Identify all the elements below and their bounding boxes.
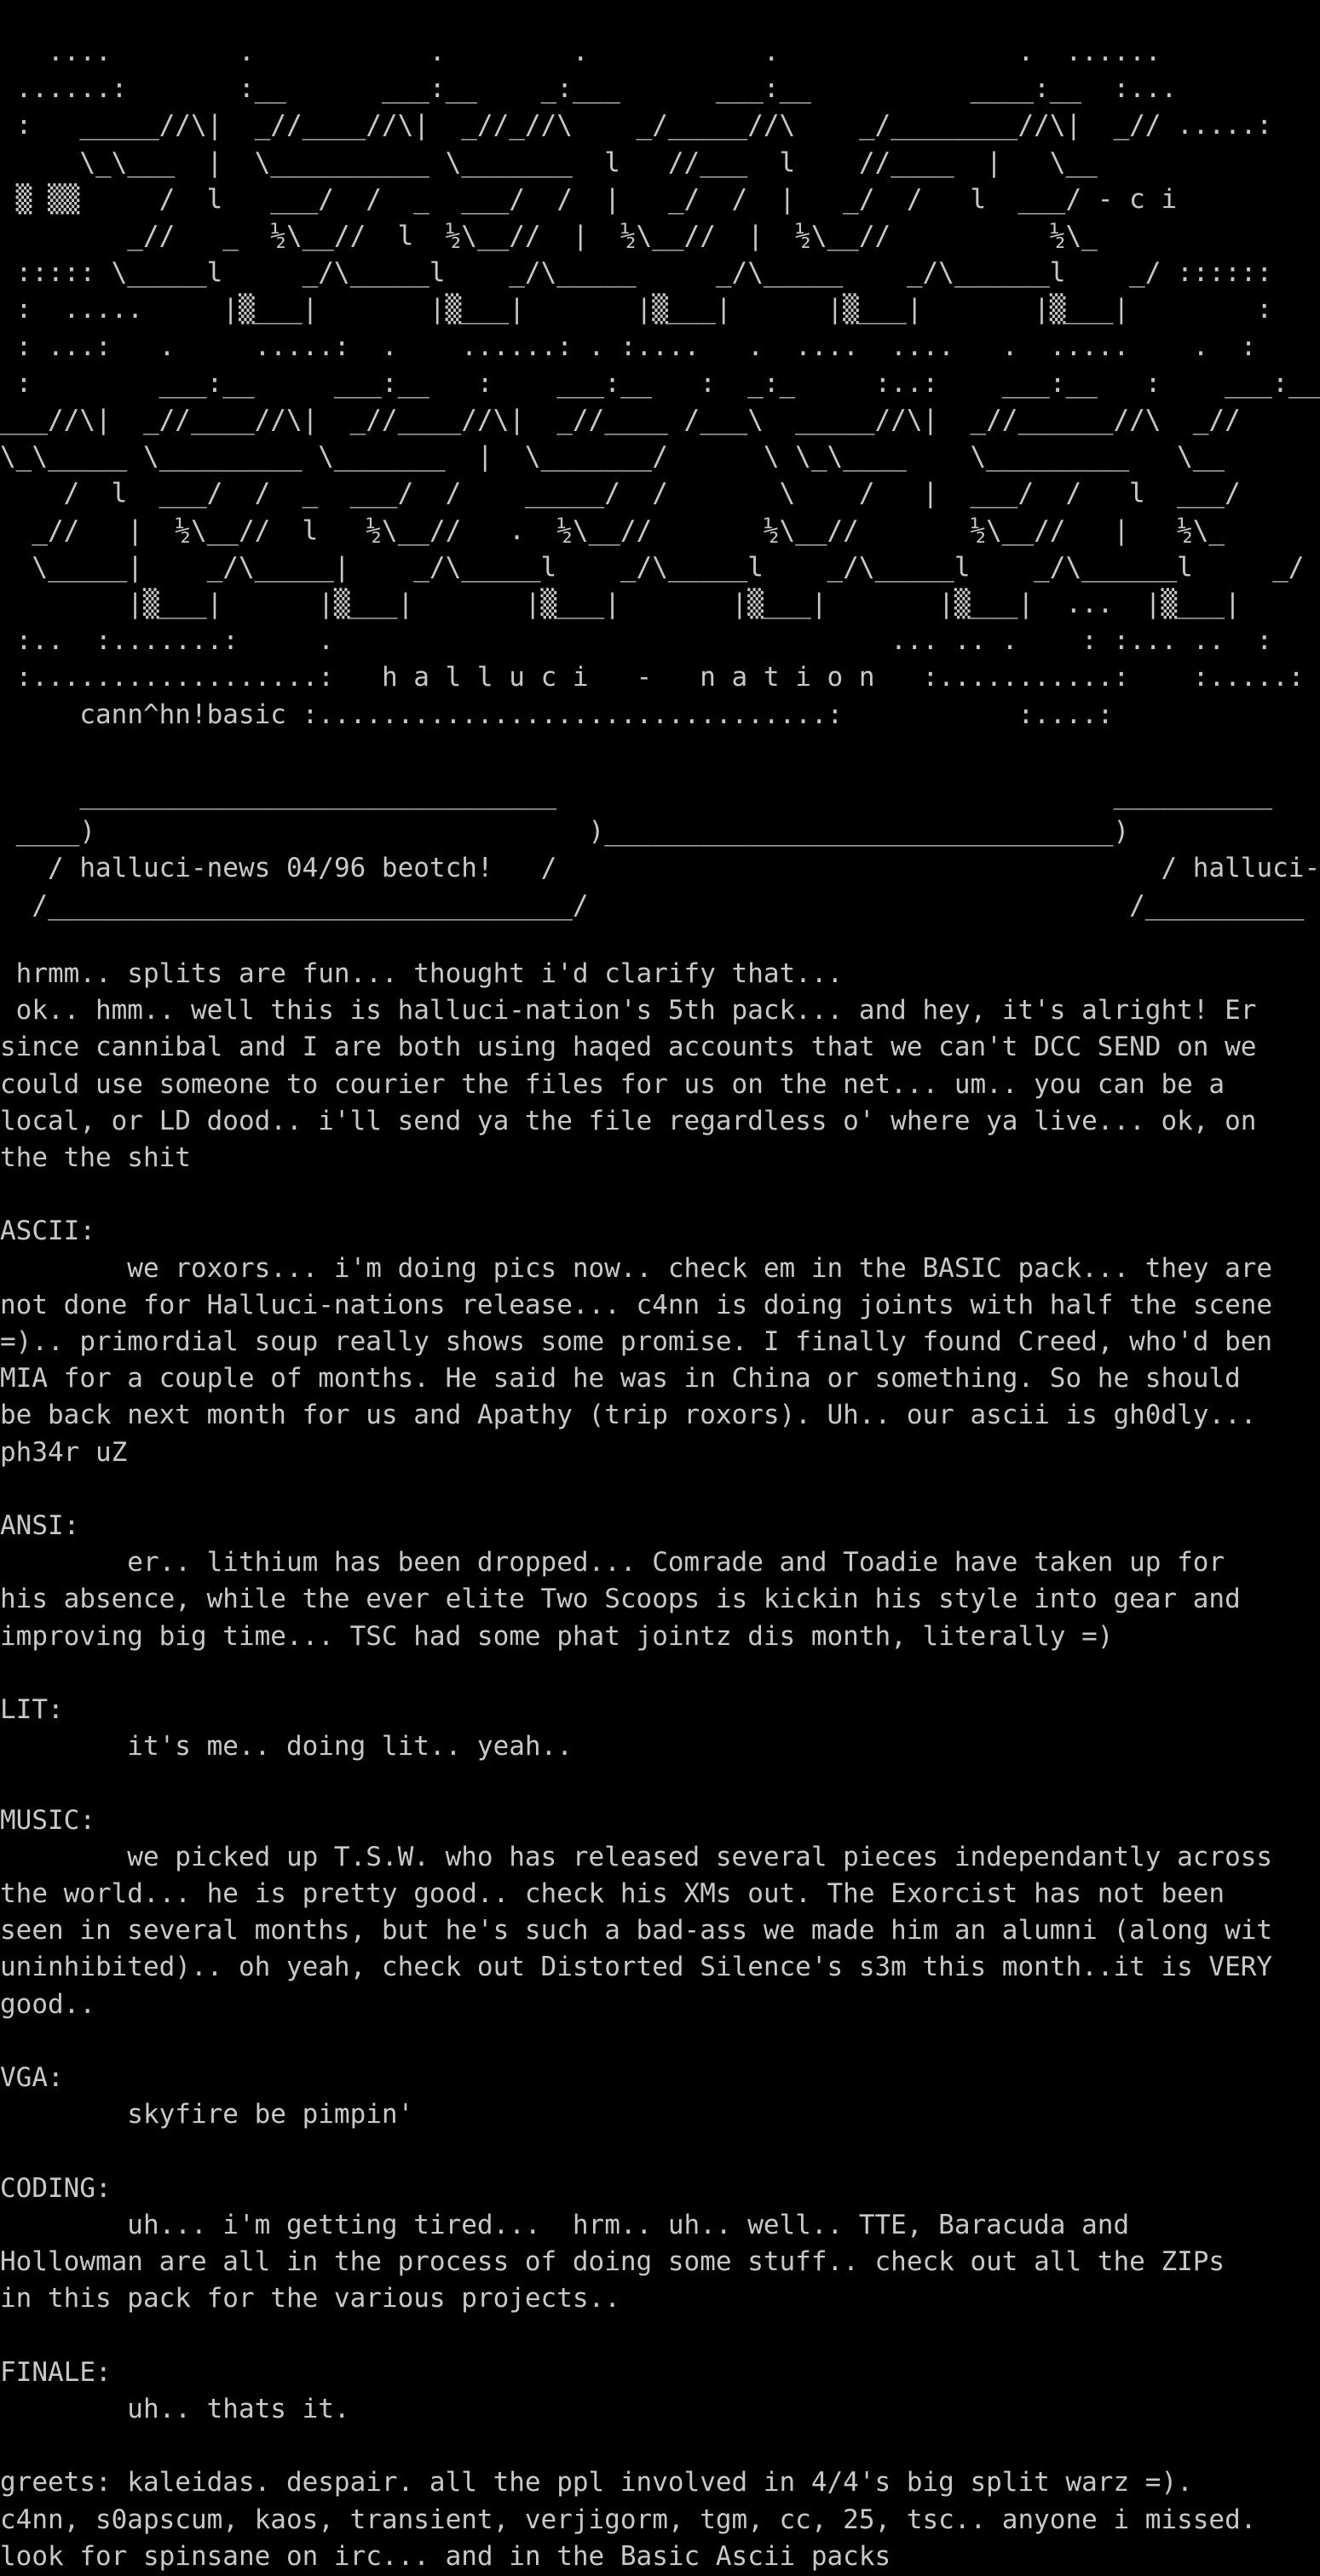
section-line: uh... i'm getting tired... hrm.. uh.. well.. TTE, Baracuda and xyxy=(0,2209,1130,2240)
banner-line: ____) )________________________________) xyxy=(0,816,1130,848)
ascii-art-line: ___//\| _//____//\| _//____//\| _//____ /___\ _____//\| _//______//\ _// xyxy=(0,405,1241,436)
section-line: uninhibited).. oh yeah, check out Distorted Silence's s3m this month..it is VERY xyxy=(0,1952,1273,1983)
section-line: MIA for a couple of months. He said he was in China or something. So he should xyxy=(0,1363,1241,1394)
section-heading-ansi: ANSI: xyxy=(0,1510,80,1542)
section-line: uh.. thats it. xyxy=(0,2393,350,2424)
ascii-art-line: :...........: :.....: xyxy=(874,662,1305,693)
section-line: skyfire be pimpin' xyxy=(0,2099,414,2130)
banner-line: / / xyxy=(493,853,1193,884)
section-line: not done for Halluci-nations release... c4nn is doing joints with half the scene xyxy=(0,1289,1273,1320)
artist-signature: - c i xyxy=(1097,183,1178,215)
section-line: seen in several months, but he's such a bad-ass we made him an alumni (along wit xyxy=(0,1915,1273,1946)
section-line: be back next month for us and Apathy (trip roxors). Uh.. our ascii is gh0dly... xyxy=(0,1400,1257,1431)
section-line: it's me.. doing lit.. yeah.. xyxy=(0,1731,573,1762)
section-heading-music: MUSIC: xyxy=(0,1804,95,1836)
section-line: good.. xyxy=(0,1988,95,2020)
ascii-art-line: _// _ ½\__// l ½\__// | ½\__// | ½\__// ½\_ xyxy=(0,221,1098,252)
ascii-art-line: : ___:__ ___:__ : ___:__ : _:_ :..: ___:__ : ___:__ xyxy=(0,367,1320,399)
section-line: his absence, while the ever elite Two Scoops is kickin his style into gear and xyxy=(0,1584,1241,1615)
ascii-art-line: |▒___| |▒___| |▒___| |▒___| |▒___| ... |▒___| xyxy=(0,589,1241,620)
news-banner xyxy=(0,777,1320,922)
ascii-art-line: : ...: . .....: . ......: . :.... . .... .... . ..... . : xyxy=(0,331,1257,362)
banner-title: halluci-news 04/96 beotch! xyxy=(79,853,493,884)
greets-line: greets: kaleidas. despair. all the ppl involved in 4/4's big split warz =). xyxy=(0,2467,1193,2498)
section-line: er.. lithium has been dropped... Comrade and Toadie have taken up for xyxy=(0,1547,1225,1578)
ascii-art-line: _// | ½\__// l ½\__// . ½\__// ½\__// ½\__// | ½\_ xyxy=(0,515,1225,546)
ascii-art-line: / l ___/ / _ ___/ / _____/ / \ / | ___/ / l ___/ xyxy=(0,478,1241,509)
ascii-art-line: \_____| _/\_____| _/\_____l _/\_____l _/\_____l _/\______l _/ xyxy=(0,551,1305,583)
ascii-art-line: : ..... |▒___| |▒___| |▒___| |▒___| |▒___| : xyxy=(0,294,1273,325)
ascii-art-line: : _____//\| _//____//\| _//_//\ _/_____//\ _/________//\| _// .....: xyxy=(0,110,1273,141)
ascii-art-line: ......: :__ ___:__ _:___ ___:__ ____:__ :... xyxy=(0,73,1178,105)
section-heading-lit: LIT: xyxy=(0,1694,64,1726)
section-line: the world... he is pretty good.. check his XMs out. The Exorcist has not been xyxy=(0,1878,1225,1910)
section-line: Hollowman are all in the process of doing some stuff.. check out all the ZIPs xyxy=(0,2246,1225,2278)
ascii-art-line: ▒ ▒▒ / l ___/ / _ ___/ / | _/ / | _/ / l ___/ xyxy=(0,183,1098,215)
intro-line: could use someone to courier the files for us on the net... um.. you can be a xyxy=(0,1068,1225,1100)
banner-line: /_________________________________/ /__________ xyxy=(0,889,1305,921)
section-heading-ascii: ASCII: xyxy=(0,1216,95,1247)
intro-line: since cannibal and I are both using haqed accounts that we can't DCC SEND on we xyxy=(0,1032,1257,1063)
section-heading-vga: VGA: xyxy=(0,2062,64,2094)
section-line: in this pack for the various projects.. xyxy=(0,2283,620,2314)
ascii-art-line: :................................: :....: xyxy=(285,699,1114,730)
ascii-art-line: \_\___ | \__________ \_______ l //___ l //____ | \__ xyxy=(0,147,1098,178)
section-heading-finale: FINALE: xyxy=(0,2356,112,2388)
intro-line: the the shit xyxy=(0,1142,191,1174)
section-heading-coding: CODING: xyxy=(0,2172,112,2204)
greets-line: c4nn, s0apscum, kaos, transient, verjigorm, tgm, cc, 25, tsc.. anyone i missed. xyxy=(0,2504,1257,2535)
intro-line: hrmm.. splits are fun... thought i'd clarify that... xyxy=(0,958,844,989)
ascii-logo-art xyxy=(0,34,1320,741)
ascii-art-line: :..................: xyxy=(0,662,382,693)
artist-credit: cann^hn!basic xyxy=(79,699,286,730)
section-line: ph34r uZ xyxy=(0,1436,128,1468)
ascii-art-line: .... . . . . . ...... xyxy=(0,37,1161,67)
intro-line: ok.. hmm.. well this is halluci-nation's 5th pack... and hey, it's alright! Er xyxy=(0,995,1257,1026)
news-body xyxy=(0,956,1273,2572)
banner-title-right: halluci- xyxy=(1192,853,1320,884)
intro-line: local, or LD dood.. i'll send ya the file regardless o' where ya live... ok, on xyxy=(0,1105,1257,1136)
section-line: =).. primordial soup really shows some promise. I finally found Creed, who'd ben xyxy=(0,1326,1273,1358)
section-line: we picked up T.S.W. who has released several pieces independantly across xyxy=(0,1841,1273,1872)
banner-line: / xyxy=(0,853,80,884)
section-line: improving big time... TSC had some phat jointz dis month, literally =) xyxy=(0,1620,1114,1652)
group-name: h a l l u c i - n a t i o n xyxy=(381,662,875,693)
greets-line: look for spinsane on irc... and in the Basic Ascii packs xyxy=(0,2540,891,2572)
ascii-art-line: :.. :.......: . ... .. . : :... .. : xyxy=(0,625,1273,657)
section-line: we roxors... i'm doing pics now.. check em in the BASIC pack... they are xyxy=(0,1252,1273,1284)
ascii-art-line: \_\_____ \_________ \_______ | \_______/ \ \_\____ \_________ \__ xyxy=(0,441,1225,473)
banner-line: ______________________________ __________ xyxy=(0,779,1273,810)
ascii-art-line: ::::: \_____l _/\_____l _/\_____ _/\_____ _/\______l _/ :::::: xyxy=(0,257,1273,289)
ascii-art-line xyxy=(0,699,79,730)
